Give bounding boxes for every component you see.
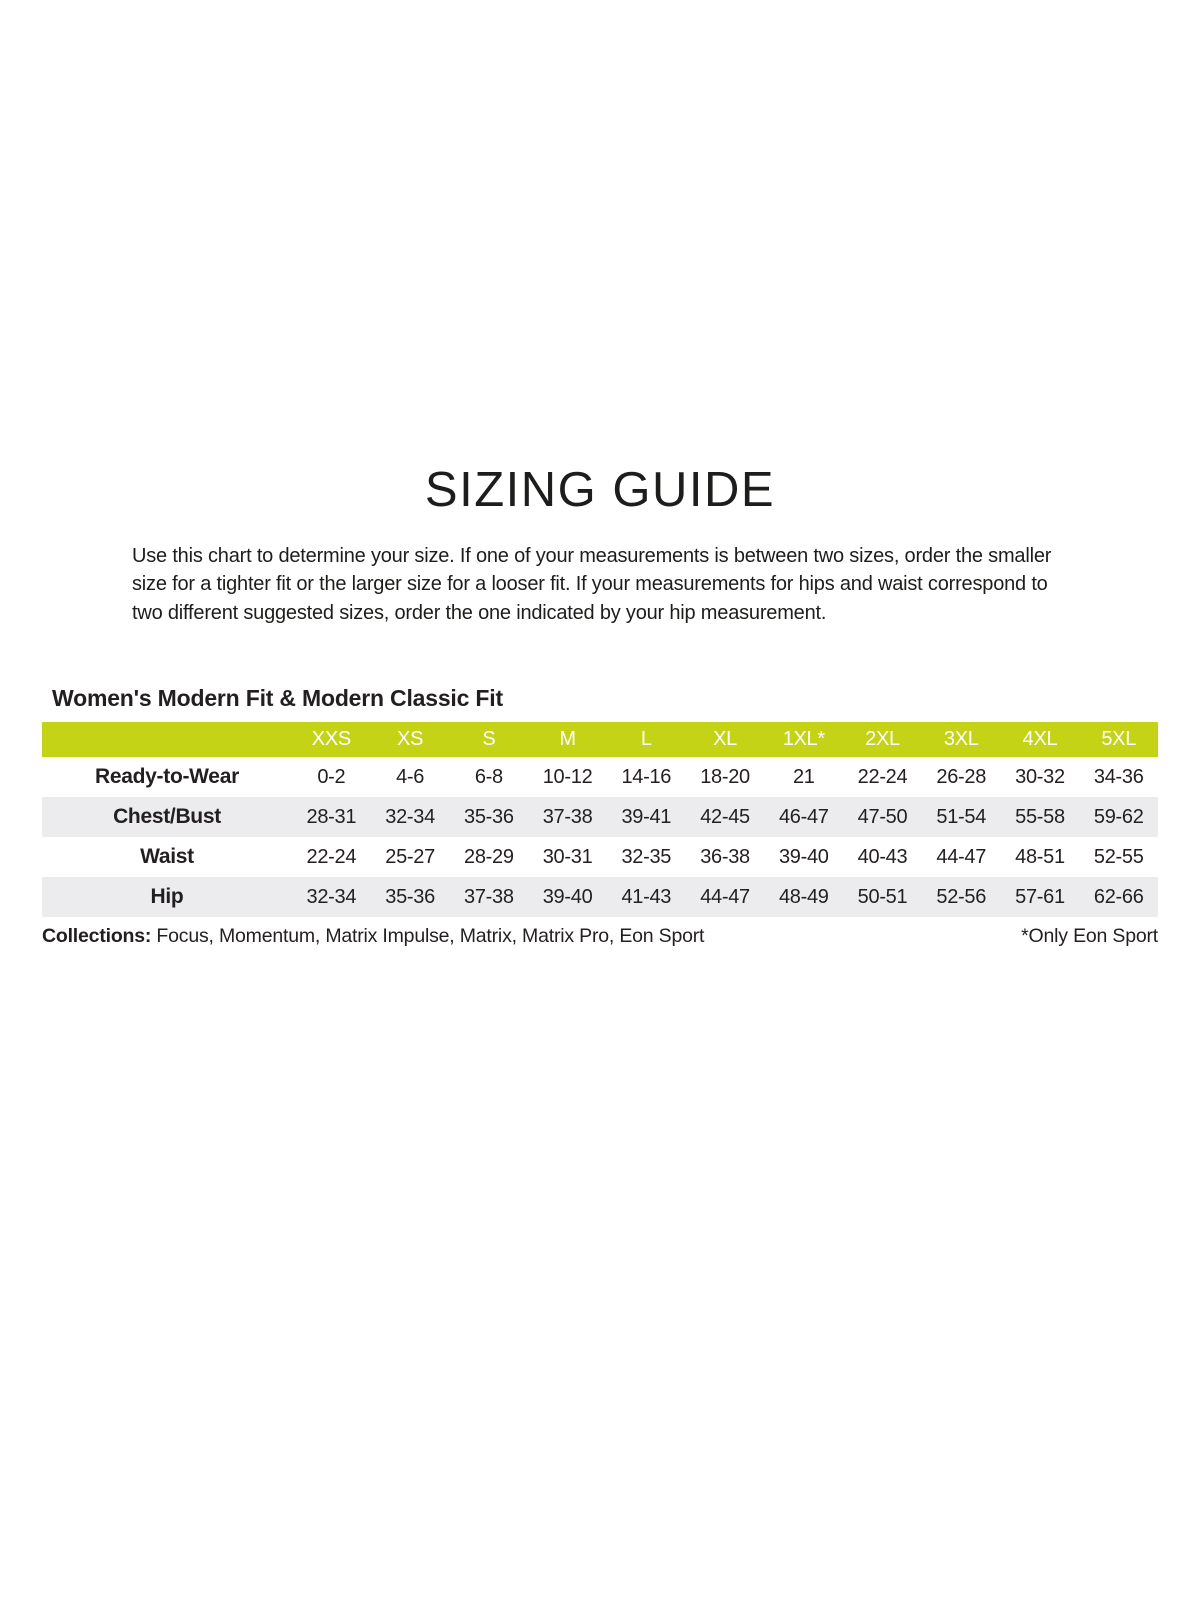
- footer-line: [42, 925, 1158, 948]
- footnote-only-eon-sport: *Only Eon Sport: [1021, 925, 1158, 948]
- size-value-cell: 6-8: [474, 765, 503, 788]
- size-value-cell: 39-41: [621, 805, 672, 828]
- size-header-cell: XXS: [311, 728, 351, 751]
- size-header-cell: 3XL: [943, 728, 979, 751]
- size-header-row: [42, 722, 1158, 757]
- size-value-cell: 14-16: [621, 765, 672, 788]
- size-value-cell: 48-49: [778, 885, 829, 908]
- size-value-cell: 42-45: [700, 805, 750, 828]
- size-header-cell: 4XL: [1022, 728, 1058, 751]
- row-label: Hip: [150, 885, 184, 909]
- intro-paragraph: Use this chart to determine your size. If one of your measurements is between two sizes, order the smaller size for a tighter fit or the larger size for a looser fit. If your measurements for hips and waist correspond to two different suggested sizes, order the one indicated by your hip measurement.: [132, 545, 1052, 624]
- size-value-cell: 40-43: [857, 845, 908, 868]
- size-header-cell: M: [559, 728, 576, 751]
- size-value-cell: 25-27: [385, 845, 435, 868]
- row-label: Chest/Bust: [113, 805, 221, 829]
- size-value-cell: 22-24: [857, 765, 908, 788]
- size-header-cell: 5XL: [1101, 728, 1137, 751]
- size-header-cell: XS: [397, 728, 424, 751]
- page-title: SIZING GUIDE: [424, 463, 776, 517]
- size-header-cell: XL: [713, 728, 737, 751]
- size-value-cell: 10-12: [542, 765, 593, 788]
- row-label: Waist: [140, 845, 194, 869]
- size-value-cell: 36-38: [700, 845, 750, 868]
- size-value-cell: 52-55: [1093, 845, 1144, 868]
- size-value-cell: 37-38: [542, 805, 593, 828]
- size-value-cell: 26-28: [936, 765, 987, 788]
- size-value-cell: 32-34: [385, 805, 435, 828]
- size-value-cell: 30-31: [542, 845, 593, 868]
- size-table-body: [42, 757, 1158, 917]
- table-row: [42, 837, 1158, 877]
- size-value-cell: 50-51: [857, 885, 908, 908]
- size-value-cell: 37-38: [464, 885, 514, 908]
- row-label: Ready-to-Wear: [95, 765, 239, 789]
- size-value-cell: 21: [792, 765, 815, 788]
- size-value-cell: 52-56: [936, 885, 987, 908]
- size-value-cell: 35-36: [464, 805, 514, 828]
- size-value-cell: 28-29: [464, 845, 514, 868]
- size-value-cell: 41-43: [621, 885, 672, 908]
- size-value-cell: 57-61: [1015, 885, 1065, 908]
- size-header-cell: S: [482, 728, 496, 751]
- size-value-cell: 55-58: [1015, 805, 1065, 828]
- size-value-cell: 44-47: [936, 845, 987, 868]
- size-value-cell: 59-62: [1093, 805, 1144, 828]
- table-row: [42, 797, 1158, 837]
- size-value-cell: 39-40: [778, 845, 829, 868]
- size-value-cell: 18-20: [700, 765, 750, 788]
- size-value-cell: 32-34: [306, 885, 357, 908]
- size-value-cell: 22-24: [306, 845, 357, 868]
- size-value-cell: 62-66: [1093, 885, 1144, 908]
- size-value-cell: 30-32: [1015, 765, 1065, 788]
- size-value-cell: 34-36: [1093, 765, 1144, 788]
- size-table: [42, 722, 1158, 917]
- size-value-cell: 32-35: [621, 845, 672, 868]
- size-value-cell: 35-36: [385, 885, 435, 908]
- size-value-cell: 48-51: [1015, 845, 1065, 868]
- size-header-cell: 2XL: [865, 728, 900, 751]
- size-value-cell: 46-47: [778, 805, 829, 828]
- size-value-cell: 0-2: [317, 765, 346, 788]
- size-value-cell: 44-47: [700, 885, 750, 908]
- size-value-cell: 47-50: [857, 805, 908, 828]
- table-row: [42, 757, 1158, 797]
- size-header-cell: 1XL*: [782, 728, 825, 751]
- size-value-cell: 28-31: [306, 805, 357, 828]
- size-value-cell: 39-40: [542, 885, 593, 908]
- size-header-cell: L: [640, 728, 652, 751]
- size-value-cell: 4-6: [396, 765, 425, 788]
- collections-label: Collections:: [42, 925, 152, 948]
- size-value-cell: 51-54: [936, 805, 987, 828]
- collections-list: Focus, Momentum, Matrix Impulse, Matrix, Matrix Pro, Eon Sport: [151, 925, 705, 948]
- section-heading: Women's Modern Fit & Modern Classic Fit: [52, 685, 503, 712]
- table-row: [42, 877, 1158, 917]
- collections-note: [42, 925, 704, 948]
